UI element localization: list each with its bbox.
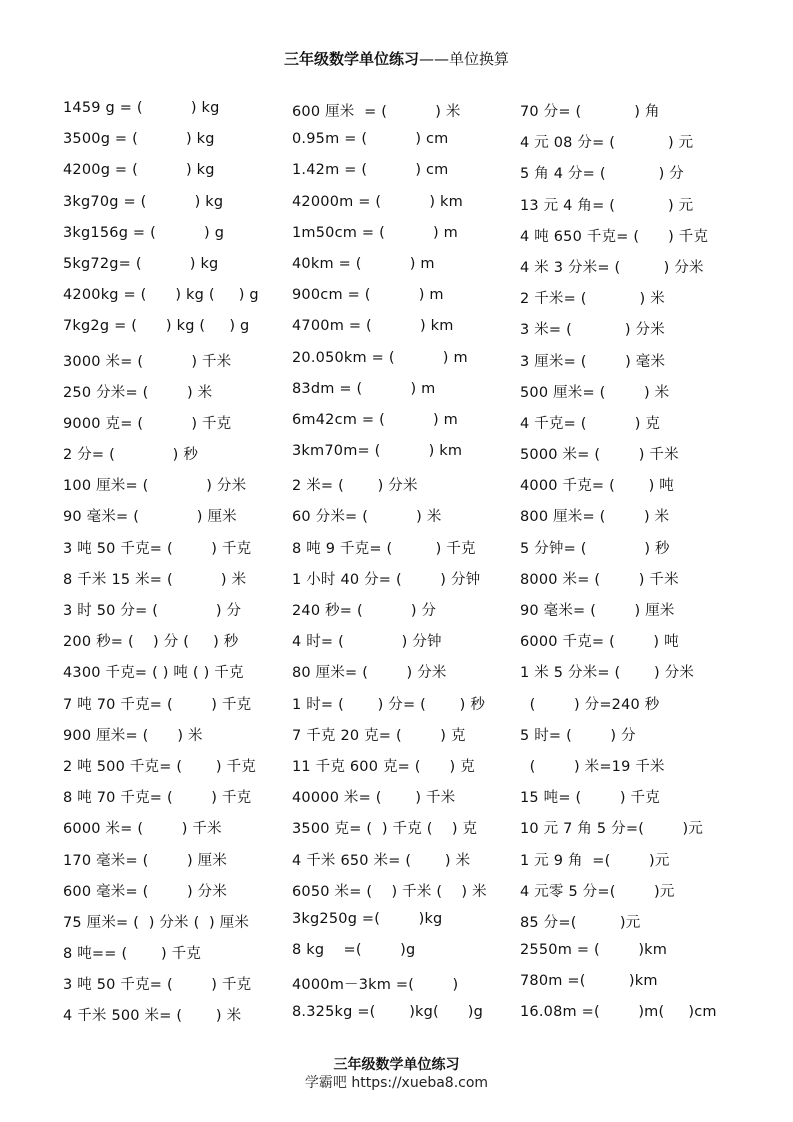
exercise-item: 40km = ( ) m	[292, 255, 435, 272]
exercise-row	[0, 564, 793, 595]
exercise-item: 8.325kg =( )kg( )g	[292, 1004, 484, 1021]
exercise-item: 9000 克= ( ) 千克	[63, 415, 232, 432]
exercise-item: 250 分米= ( ) 米	[63, 384, 213, 401]
exercise-item: ( ) 米=19 千米	[520, 758, 665, 775]
page-title	[0, 48, 793, 69]
exercise-row	[0, 938, 793, 969]
exercise-item: 60 分米= ( ) 米	[292, 509, 442, 526]
exercise-item: 16.08m =( )m( )cm	[520, 1004, 717, 1021]
exercise-item: 80 厘米= ( ) 分米	[292, 665, 447, 682]
exercise-item: 4 吨 650 千克= ( ) 千克	[520, 228, 709, 245]
exercise-item: 13 元 4 角= ( ) 元	[520, 197, 694, 214]
exercise-row	[0, 1000, 793, 1031]
exercise-item: 900cm = ( ) m	[292, 287, 444, 304]
exercise-item: 3 时 50 分= ( ) 分	[63, 603, 242, 619]
exercise-row	[0, 657, 793, 688]
exercise-item: 7kg2g = ( ) kg ( ) g	[63, 318, 250, 335]
exercise-item: 600 厘米 = ( ) 米	[292, 104, 461, 120]
exercise-item: 2 米= ( ) 分米	[292, 478, 418, 495]
exercise-item: 8 千米 15 米= ( ) 米	[63, 571, 247, 588]
exercise-item: 0.95m = ( ) cm	[292, 131, 449, 148]
exercise-item: 170 毫米= ( ) 厘米	[63, 852, 228, 869]
exercise-item: 4200kg = ( ) kg ( ) g	[63, 287, 259, 304]
exercise-item: 6050 米= ( ) 千米 ( ) 米	[292, 883, 487, 900]
exercise-item: 3kg250g =( )kg	[292, 910, 443, 927]
exercise-item: 6000 米= ( ) 千米	[63, 821, 222, 838]
exercise-item: 4200g = ( ) kg	[63, 162, 215, 179]
exercise-item: 4000m－3km =( )	[292, 977, 459, 994]
exercise-item: 1 时= ( ) 分= ( ) 秒	[292, 696, 486, 713]
exercise-row	[0, 470, 793, 501]
exercise-item: 4700m = ( ) km	[292, 318, 454, 335]
exercise-item: 20.050km = ( ) m	[292, 349, 468, 366]
exercise-item: 90 毫米= ( ) 厘米	[63, 509, 237, 526]
exercise-row	[0, 283, 793, 314]
page-title-sub: 单位换算	[449, 50, 510, 68]
exercise-item: 2 吨 500 千克= ( ) 千克	[63, 758, 256, 775]
exercise-item: 200 秒= ( ) 分 ( ) 秒	[63, 634, 239, 651]
exercise-item: 3kg70g = ( ) kg	[63, 193, 224, 210]
exercise-item: 240 秒= ( ) 分	[292, 603, 437, 619]
exercise-row	[0, 533, 793, 564]
exercise-item: 1 米 5 分米= ( ) 分米	[520, 665, 695, 682]
exercise-item: 5 角 4 分= ( ) 分	[520, 166, 684, 183]
exercise-item: 85 分=( )元	[520, 914, 641, 931]
exercise-item: 40000 米= ( ) 千米	[292, 790, 456, 807]
exercise-item: 4 千米 500 米= ( ) 米	[63, 1008, 242, 1025]
exercise-item: 4 元 08 分= ( ) 元	[520, 135, 694, 152]
exercise-item: 8 吨== ( ) 千克	[63, 946, 202, 963]
exercise-item: 900 厘米= ( ) 米	[63, 727, 203, 744]
exercise-item: 5 时= ( ) 分	[520, 727, 636, 744]
exercise-row	[0, 969, 793, 1000]
exercise-item: 70 分= ( ) 角	[520, 104, 660, 120]
exercise-item: 8 kg =( )g	[292, 942, 416, 959]
exercise-item: 500 厘米= ( ) 米	[520, 384, 670, 401]
exercise-item: ( ) 分=240 秒	[520, 696, 660, 713]
exercise-item: 75 厘米= ( ) 分米 ( ) 厘米	[63, 914, 250, 931]
exercise-row	[0, 845, 793, 876]
exercise-item: 42000m = ( ) km	[292, 193, 463, 210]
exercise-item: 15 吨= ( ) 千克	[520, 790, 660, 807]
exercise-item: 4 千米 650 米= ( ) 米	[292, 852, 471, 869]
exercise-row	[0, 96, 793, 127]
footer-title: 三年级数学单位练习	[333, 1057, 460, 1073]
exercise-row	[0, 813, 793, 844]
exercise-item: 10 元 7 角 5 分=( )元	[520, 821, 704, 838]
exercise-item: 4 米 3 分米= ( ) 分米	[520, 259, 704, 276]
exercise-row	[0, 876, 793, 907]
page-title-dash: ——	[419, 50, 449, 68]
exercise-item: 11 千克 600 克= ( ) 克	[292, 758, 475, 775]
exercise-item: 1m50cm = ( ) m	[292, 224, 459, 241]
exercise-row	[0, 158, 793, 189]
exercise-row	[0, 751, 793, 782]
exercise-item: 3 吨 50 千克= ( ) 千克	[63, 977, 252, 994]
exercise-item: 3000 米= ( ) 千米	[63, 353, 232, 370]
exercise-item: 2 千米= ( ) 米	[520, 291, 665, 308]
exercise-item: 4000 千克= ( ) 吨	[520, 478, 674, 495]
exercise-item: 8 吨 70 千克= ( ) 千克	[63, 790, 252, 807]
exercise-row	[0, 626, 793, 657]
exercise-row	[0, 377, 793, 408]
exercise-item: 100 厘米= ( ) 分米	[63, 478, 247, 495]
exercise-item: 90 毫米= ( ) 厘米	[520, 603, 675, 619]
exercise-item: 3500g = ( ) kg	[63, 131, 215, 148]
exercise-row	[0, 314, 793, 345]
exercise-item: 780m =( )km	[520, 973, 658, 990]
exercise-item: 4 千克= ( ) 克	[520, 415, 661, 432]
exercise-row	[0, 346, 793, 377]
exercise-item: 6000 千克= ( ) 吨	[520, 634, 679, 651]
exercise-row	[0, 720, 793, 751]
exercise-item: 4 时= ( ) 分钟	[292, 634, 442, 651]
exercise-item: 3 厘米= ( ) 毫米	[520, 353, 666, 370]
exercise-item: 1 小时 40 分= ( ) 分钟	[292, 571, 481, 588]
exercise-item: 600 毫米= ( ) 分米	[63, 883, 228, 900]
exercise-item: 6m42cm = ( ) m	[292, 411, 459, 428]
exercise-item: 3kg156g = ( ) g	[63, 224, 225, 241]
exercise-item: 800 厘米= ( ) 米	[520, 509, 670, 526]
exercise-item: 8000 米= ( ) 千米	[520, 571, 679, 588]
exercise-row	[0, 782, 793, 813]
exercise-row	[0, 689, 793, 720]
exercise-row	[0, 190, 793, 221]
exercise-row	[0, 221, 793, 252]
page-title-main: 三年级数学单位练习	[283, 50, 419, 68]
exercise-item: 4 元零 5 分=( )元	[520, 883, 675, 900]
exercise-row	[0, 408, 793, 439]
exercise-row	[0, 127, 793, 158]
exercise-item: 1459 g = ( ) kg	[63, 100, 220, 116]
exercise-row	[0, 252, 793, 283]
exercise-item: 83dm = ( ) m	[292, 380, 436, 397]
exercise-item: 3km70m= ( ) km	[292, 443, 463, 460]
exercise-item: 2 分= ( ) 秒	[63, 447, 199, 464]
exercise-item: 5000 米= ( ) 千米	[520, 447, 679, 464]
exercise-item: 3 吨 50 千克= ( ) 千克	[63, 540, 252, 557]
exercise-item: 3500 克= ( ) 千克 ( ) 克	[292, 821, 478, 838]
exercise-item: 1.42m = ( ) cm	[292, 162, 449, 179]
exercise-item: 7 千克 20 克= ( ) 克	[292, 727, 466, 744]
exercise-item: 7 吨 70 千克= ( ) 千克	[63, 696, 252, 713]
exercise-item: 1 元 9 角 =( )元	[520, 852, 670, 869]
exercise-row	[0, 501, 793, 532]
exercise-item: 4300 千克= ( ) 吨 ( ) 千克	[63, 665, 244, 682]
exercise-item: 8 吨 9 千克= ( ) 千克	[292, 540, 476, 557]
exercise-row	[0, 907, 793, 938]
exercise-item: 5 分钟= ( ) 秒	[520, 540, 670, 557]
exercise-item: 5kg72g= ( ) kg	[63, 255, 219, 272]
exercise-row	[0, 439, 793, 470]
exercise-item: 2550m = ( )km	[520, 942, 668, 959]
exercise-grid	[0, 96, 793, 1032]
footer-site: 学霸吧 https://xueba8.com	[304, 1075, 489, 1091]
exercise-row	[0, 595, 793, 626]
exercise-item: 3 米= ( ) 分米	[520, 322, 665, 339]
